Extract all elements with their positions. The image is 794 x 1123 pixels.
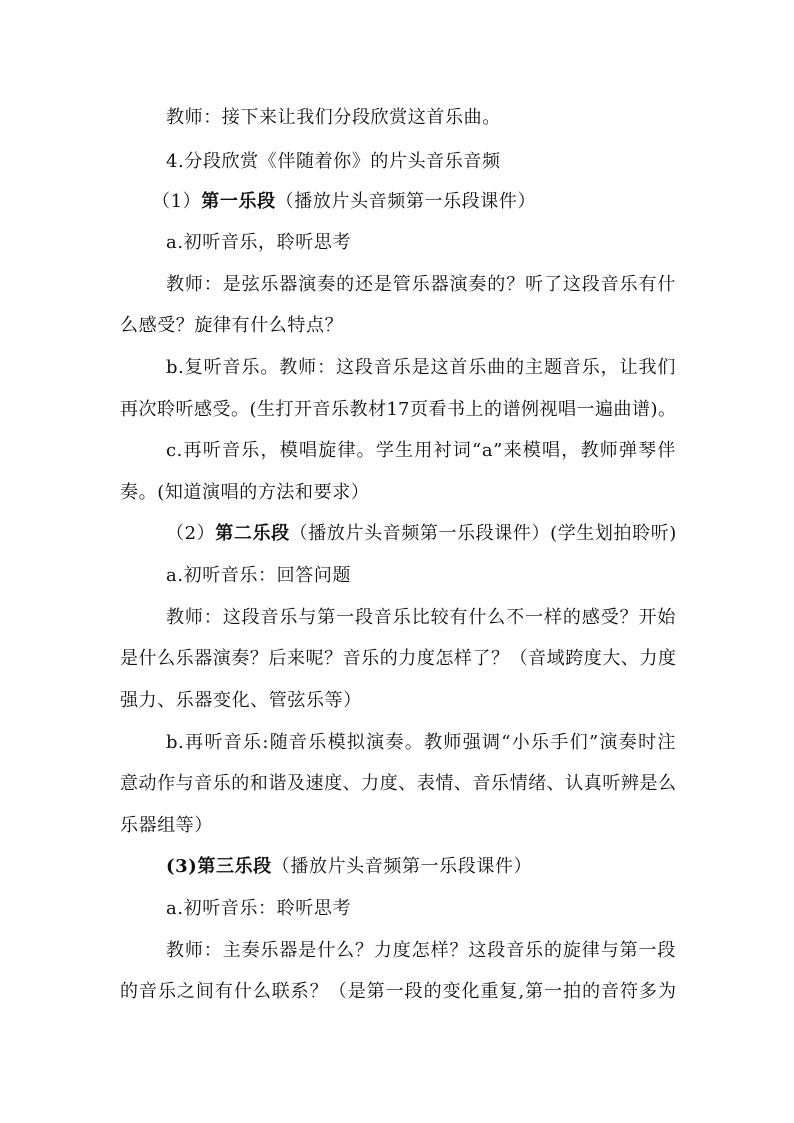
subsection-number: (3) <box>166 856 198 877</box>
paragraph-line: 乐器组等） <box>120 815 213 836</box>
subsection-title: 第二乐段 <box>215 523 290 544</box>
paragraph-line: 是什么乐器演奏？后来呢？音乐的力度怎样了？（音域跨度大、力度 <box>120 648 676 669</box>
paragraph-line: 教师：是弦乐器演奏的还是管乐器演奏的？听了这段音乐有什 <box>166 274 676 295</box>
paragraph-line: 教师：这段音乐与第一段音乐比较有什么不一样的感受？开始 <box>166 607 676 628</box>
section-heading: 4.分段欣赏《伴随着你》的片头音乐音频 <box>166 151 501 172</box>
subsection-title: 第三乐段 <box>197 856 272 877</box>
paragraph-line: b.再听音乐:随音乐模拟演奏。教师强调“小乐手们”演奏时注 <box>166 732 676 753</box>
paragraph-line: c.再听音乐，模唱旋律。学生用衬词“a”来模唱，教师弹琴伴 <box>166 440 676 461</box>
paragraph-line: 强力、乐器变化、管弦乐等） <box>120 690 362 711</box>
paragraph-line: b.复听音乐。教师：这段音乐是这首乐曲的主题音乐，让我们 <box>166 357 676 378</box>
subsection-heading <box>166 855 532 879</box>
paragraph-line: a.初听音乐，聆听思考 <box>166 232 352 253</box>
paragraph-line: 么感受？旋律有什么特点？ <box>120 315 344 336</box>
subsection-heading <box>166 522 677 546</box>
subsection-note: （播放片头音频第一乐段课件）(学生划拍聆听) <box>289 523 677 544</box>
subsection-number: （1） <box>152 191 202 212</box>
subsection-note: （播放片头音频第一乐段课件） <box>275 191 537 212</box>
paragraph-line: 教师：主奏乐器是什么？力度怎样？这段音乐的旋律与第一段 <box>166 940 676 961</box>
subsection-heading <box>152 190 536 214</box>
paragraph-line: 奏。(知道演唱的方法和要求） <box>120 482 370 503</box>
subsection-title: 第一乐段 <box>201 191 276 212</box>
paragraph-line: 再次聆听感受。(生打开音乐教材17页看书上的谱例视唱一遍曲谱)。 <box>120 399 676 420</box>
paragraph-line: 的音乐之间有什么联系？（是第一段的变化重复,第一拍的音符多为 <box>120 981 676 1002</box>
subsection-number: （2） <box>166 523 216 544</box>
paragraph-line: a.初听音乐：聆听思考 <box>166 898 352 919</box>
paragraph-line: 意动作与音乐的和谐及速度、力度、表情、音乐情绪、认真听辨是么 <box>120 773 676 794</box>
paragraph-line: a.初听音乐：回答问题 <box>166 565 352 586</box>
paragraph-line: 教师：接下来让我们分段欣赏这首乐曲。 <box>166 107 501 128</box>
subsection-note: （播放片头音频第一乐段课件） <box>271 856 533 877</box>
